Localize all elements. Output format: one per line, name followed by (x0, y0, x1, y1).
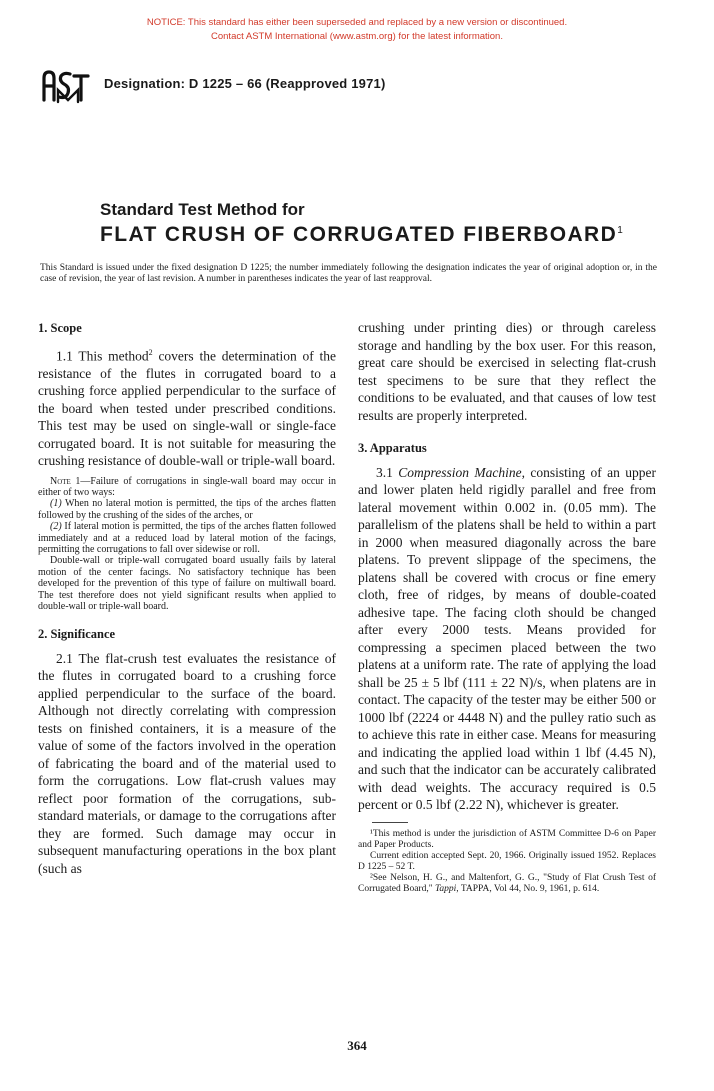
scope-paragraph (38, 344, 336, 470)
notice-line-2[interactable]: Contact ASTM International (www.astm.org) for the latest information. (211, 31, 503, 42)
footnotes (358, 829, 656, 895)
note-intro-text: —Failure of corrugations in single-wall board may occur in either of two ways: (38, 475, 336, 498)
preamble: This Standard is issued under the fixed designation D 1225; the number immediately following the designation indicates the year of original adoption or, in the case of revision, the year of last revision. A number in parentheses indicates the year of last reapproval. (40, 263, 657, 284)
notice-banner (0, 16, 714, 44)
scope-para-start: 1.1 This method (56, 348, 149, 363)
right-column (358, 319, 656, 895)
scope-heading: 1. Scope (38, 321, 82, 335)
title-line-1: Standard Test Method for (100, 200, 305, 219)
footnote-2-end: , TAPPA, Vol 44, No. 9, 1961, p. 614. (456, 883, 600, 894)
left-column (38, 320, 336, 877)
significance-continued: crushing under printing dies) or through careless storage and handling by the box user. For this reason, great care should be exercised in selecting flat-crush test specimens to be sure that they reflect the conditions to be evaluated, and that causes of low test results are properly interpreted. (358, 320, 656, 423)
apparatus-para-num: 3.1 (376, 464, 399, 480)
notice-line-1: NOTICE: This standard has either been superseded and replaced by a new version or discontinued. (146, 17, 568, 28)
note-item-2-num: (2) (50, 521, 62, 533)
page-number: 364 (347, 1038, 367, 1053)
scope-note (38, 476, 336, 613)
apparatus-heading: 3. Apparatus (358, 441, 427, 455)
note-item-1-num: (1) (50, 498, 62, 510)
designation: Designation: D 1225 – 66 (Reapproved 1971) (104, 76, 386, 91)
significance-paragraph: 2.1 The flat-crush test evaluates the resistance of the flutes in corrugated board to a crushing force applied perpendicular to the surface of the board. Although not directly correlating with compression tests on finished containers, it is a measure of the value of some of the factors involved in the operation of fabricating the board and of the material used to form the corrugations. Low flat-crush values may reflect poor formation of the corrugations, sub-standard materials, or damage to the corrugations after they are formed. Such damage may occur in subsequent manufacturing operations in the box plant (such as (38, 650, 336, 876)
apparatus-term: Compression Machine (398, 464, 522, 480)
significance-heading: 2. Significance (38, 627, 116, 642)
note-item-1 (38, 498, 336, 521)
note-item-1-text: When no lateral motion is permitted, the tips of the arches flatten followed by the crushing of the sides of the arches, or (38, 498, 336, 521)
footnote-2-journal: Tappi (434, 883, 457, 894)
title-main: FLAT CRUSH OF CORRUGATED FIBERBOARD (100, 223, 618, 246)
footnote-2 (358, 873, 656, 895)
title-line-2 (100, 223, 623, 247)
scope-footnote-ref: 2 (148, 347, 153, 357)
footnote-2-start: ²See Nelson, H. G., and Maltenfort, G. G., "Study of Flat Crush Test of Corrugated Board," (358, 872, 656, 894)
apparatus-paragraph (358, 464, 656, 814)
footnote-divider (372, 822, 408, 823)
astm-logo (40, 66, 96, 106)
scope-para-rest: covers the determination of the resistance of the flutes in corrugated board to a crushing force applied perpendicular to the surface of the board when tested under prescribed conditions. This test may be used on single-wall or single-face corrugated board. It is not suitable for measuring the crushing resistance of double-wall or triple-wall board. (38, 348, 336, 468)
logo-text: ASTM (40, 66, 43, 67)
footnote-1b: Current edition accepted Sept. 20, 1966. Originally issued 1952. Replaces D 1225 – 52 T. (358, 850, 656, 872)
note-intro (38, 476, 336, 499)
note-item-3: Double-wall or triple-wall corrugated board usually fails by lateral motion of the center facings. No satisfactory technique has been developed for the prevention of this type of failure on multiwall board. The test therefore does not yield significant results when applied to double-wall or triple-wall board. (38, 555, 336, 612)
title-footnote-ref: 1 (617, 225, 623, 236)
note-item-2-text: If lateral motion is permitted, the tips of the arches flatten followed immediately and at a reduced load by lateral motion of the facings, permitting the corrugations to fall over sidewise or roll. (38, 521, 336, 555)
apparatus-para-text: , consisting of an upper and lower platen held rigidly parallel and free from lateral movement within 0.002 in. (0.05 mm). The parallelism of the platens shall be held to within a part in 2000 when measured diagonally across the bare platens. To prevent slippage of the specimens, the platens shall be covered with crocus or fine emery cloth, free of ridges, by means of double-coated adhesive tape. The facing cloth should be changed after every 2000 tests. Means provided for compressing a specimen placed between the two platens at a uniform rate. The rate of applying the load shall be 25 ± 5 lbf (111 ± 22 N)/s, when platens are in contact. The capacity of the tester may be either 500 or 1000 lbf (2224 or 4448 N) and the pulley ratio such as to achieve this rate in either case. Means for measuring and indicating the applied load within 1 lbf (4.45 N), and such that the indicator can be accurately calibrated with dead weights. The accuracy required is 0.5 percent or 0.5 lbf (2.22 N), whichever is greater. (358, 464, 657, 812)
note-label: Note 1 (50, 475, 81, 487)
footnote-1: ¹This method is under the jurisdiction of ASTM Committee D-6 on Paper and Paper Products. (358, 828, 656, 850)
note-item-2 (38, 521, 336, 555)
